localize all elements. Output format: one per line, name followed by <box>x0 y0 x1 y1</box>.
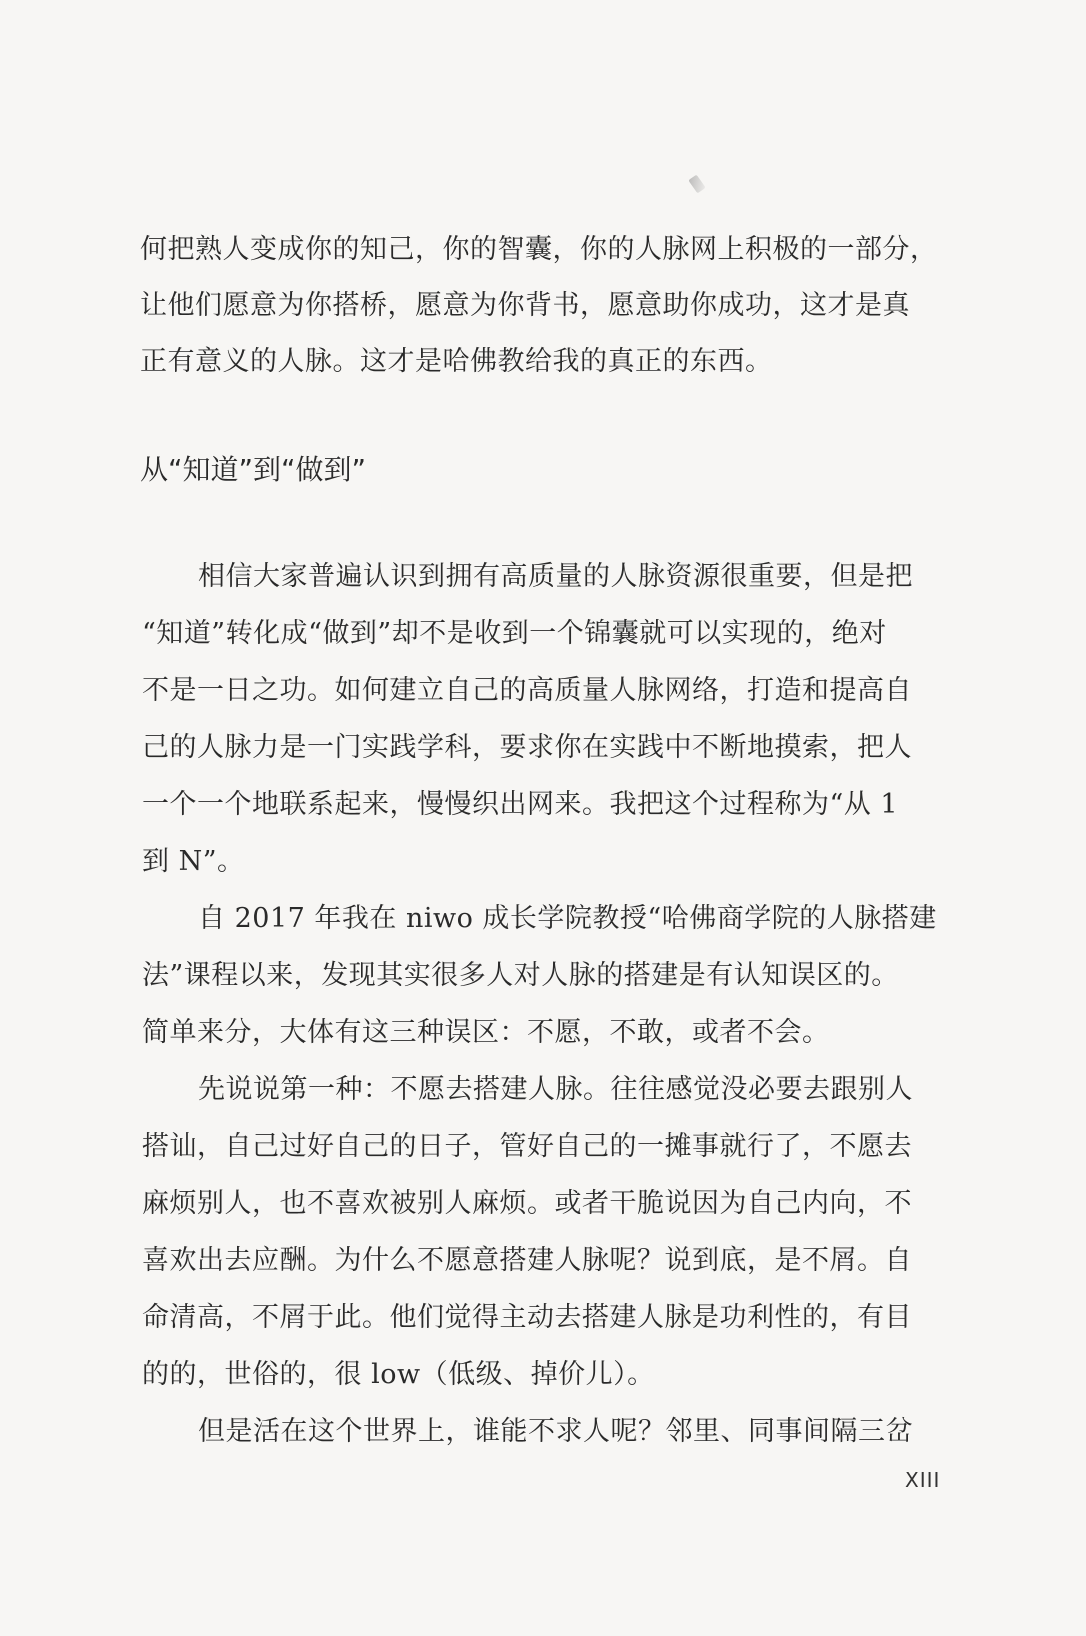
text-line: 命清高，不屑于此。他们觉得主动去搭建人脉是功利性的，有目 <box>142 1302 912 1333</box>
page-number: XIII <box>905 1468 941 1492</box>
text-line: “知道”转化成“做到”却不是收到一个锦囊就可以实现的，绝对 <box>142 618 887 649</box>
paragraph <box>142 1061 942 1403</box>
paragraph <box>142 1403 942 1460</box>
text-line: 法”课程以来，发现其实很多人对人脉的搭建是有认知误区的。 <box>142 960 899 991</box>
text-line: 何把熟人变成你的知己，你的智囊，你的人脉网上积极的一部分， <box>140 234 938 265</box>
text-line: 麻烦别人，也不喜欢被别人麻烦。或者干脆说因为自己内向，不 <box>142 1188 912 1219</box>
section-heading: 从“知道”到“做到” <box>140 453 367 486</box>
text-line: 简单来分，大体有这三种误区：不愿，不敢，或者不会。 <box>142 1017 830 1048</box>
ink-mark <box>688 175 705 194</box>
text-line: 搭讪，自己过好自己的日子，管好自己的一摊事就行了，不愿去 <box>142 1131 912 1162</box>
text-line: 到 N”。 <box>142 846 245 877</box>
text-line: 一个一个地联系起来，慢慢织出网来。我把这个过程称为“从 1 <box>142 789 899 820</box>
text-line: 喜欢出去应酬。为什么不愿意搭建人脉呢？说到底，是不屑。自 <box>142 1245 912 1276</box>
text-line: 但是活在这个世界上，谁能不求人呢？邻里、同事间隔三岔 <box>198 1416 913 1447</box>
text-line: 己的人脉力是一门实践学科，要求你在实践中不断地摸索，把人 <box>142 732 912 763</box>
text-line: 先说说第一种：不愿去搭建人脉。往往感觉没必要去跟别人 <box>198 1074 913 1105</box>
text-line: 让他们愿意为你搭桥，愿意为你背书，愿意助你成功，这才是真 <box>140 290 910 321</box>
paragraph <box>142 890 942 1061</box>
text-line: 的的，世俗的，很 low（低级、掉价儿）。 <box>142 1359 655 1390</box>
paragraph <box>142 548 942 890</box>
section-body <box>142 548 942 1460</box>
text-line: 自 2017 年我在 niwo 成长学院教授“哈佛商学院的人脉搭建 <box>198 903 937 934</box>
text-line: 不是一日之功。如何建立自己的高质量人脉网络，打造和提高自 <box>142 675 912 706</box>
text-line: 相信大家普遍认识到拥有高质量的人脉资源很重要，但是把 <box>198 561 913 592</box>
intro-paragraph <box>140 222 940 390</box>
text-line: 正有意义的人脉。这才是哈佛教给我的真正的东西。 <box>140 346 773 377</box>
